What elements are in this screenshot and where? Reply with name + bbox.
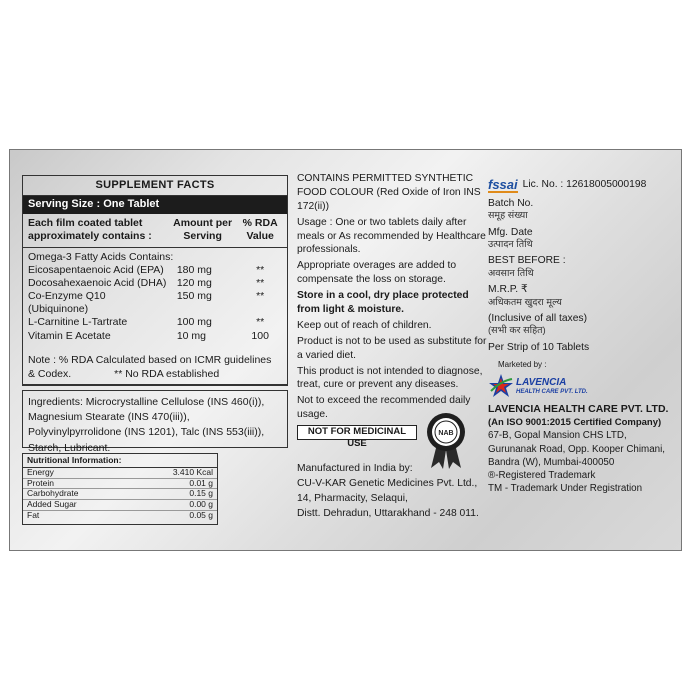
nutrition-table xyxy=(22,453,218,525)
ingredient-amount: 10 mg xyxy=(176,329,207,342)
trademark-note: TM - Trademark Under Registration xyxy=(488,483,643,495)
ingredient-rda: ** xyxy=(256,290,265,303)
ingredient-rda: ** xyxy=(256,316,265,329)
fssai-logo-icon: fssai xyxy=(488,176,518,192)
ingredient-rda xyxy=(238,303,282,316)
table-row xyxy=(23,511,217,521)
inclusive-taxes: (Inclusive of all taxes) xyxy=(488,312,588,324)
mfg-line3: 14, Pharmacity, Selaqui, xyxy=(297,492,408,504)
omega3-group-label: Omega-3 Fatty Acids Contains: xyxy=(28,250,174,263)
nutrient-name: Carbohydrate xyxy=(27,488,79,499)
nutrient-value: 0.00 g xyxy=(189,499,213,510)
header-col2-line2: Serving xyxy=(183,229,222,242)
inclusive-taxes-hindi: (सभी कर सहित) xyxy=(488,325,546,337)
batch-label: Batch No. xyxy=(488,198,534,209)
synthetic-colour-text: CONTAINS PERMITTED SYNTHETIC FOOD COLOUR (Red Oxide of Iron INS 172(ii)) xyxy=(297,173,481,212)
license-number: Lic. No. : 12618005000198 xyxy=(522,179,647,191)
storage-text: Store in a cool, dry place protected from light & moisture. xyxy=(297,290,469,316)
table-row xyxy=(28,264,282,277)
ingredients-box: Ingredients: Microcrystalline Cellulose (INS 460(i)), Magnesium Stearate (INS 470(iii)), Polyvinylpyrrolidone (INS 1201), Talc (INS 553(iii)), Starch, Lubricant. xyxy=(22,390,288,448)
nutrient-name: Energy xyxy=(27,466,54,477)
nutrient-name: Protein xyxy=(27,477,54,488)
ingredient-rda: ** xyxy=(256,263,265,276)
batch-info xyxy=(488,176,678,495)
rda-note-line1: Note : % RDA Calculated based on ICMR guidelines xyxy=(28,354,272,366)
mfg-line2: CU-V-KAR Genetic Medicines Pvt. Ltd., xyxy=(297,477,478,489)
table-row xyxy=(23,468,217,479)
company-name: LAVENCIA HEALTH CARE PVT. LTD. xyxy=(488,403,669,416)
header-col3-line1: % RDA xyxy=(242,216,278,229)
mrp-label: M.R.P. ₹ xyxy=(488,284,528,296)
product-label xyxy=(9,149,682,551)
manufacturer-info xyxy=(297,462,492,522)
ingredient-name: Co-Enzyme Q10 xyxy=(28,290,106,303)
diagnose-disclaimer: This product is not intended to diagnose, treat, cure or prevent any diseases. xyxy=(297,365,483,391)
serving-size: Serving Size : One Tablet xyxy=(23,196,287,214)
nutrient-name: Added Sugar xyxy=(27,499,77,510)
registered-trademark: ®-Registered Trademark xyxy=(488,470,596,481)
nab-seal-text: NAB xyxy=(438,430,454,437)
rda-note-codex: & Codex. xyxy=(28,367,72,380)
batch-label-hindi: समूह संख्या xyxy=(488,210,528,222)
mfg-date-label: Mfg. Date xyxy=(488,226,533,238)
header-col1-line2: approximately contains : xyxy=(28,229,152,242)
nutrient-name: Fat xyxy=(27,509,40,520)
mfg-line1: Manufactured in India by: xyxy=(297,463,413,474)
lavencia-star-icon xyxy=(488,373,514,399)
iso-certification: (An ISO 9001:2015 Certified Company) xyxy=(488,417,662,428)
rda-note xyxy=(22,351,288,386)
nutrient-value: 0.05 g xyxy=(189,509,213,520)
table-row xyxy=(28,330,282,343)
company-address xyxy=(488,429,678,495)
address-line3: Bandra (W), Mumbai-400050 xyxy=(488,456,615,468)
nutrient-value: 0.15 g xyxy=(189,488,213,499)
best-before-label: BEST BEFORE : xyxy=(488,255,566,267)
rda-note-no-rda: ** No RDA established xyxy=(114,367,220,380)
nutrient-value: 0.01 g xyxy=(189,477,213,488)
usage-info xyxy=(297,172,492,424)
usage-text: Usage : One or two tablets daily after meals or As recommended by Healthcare professionals. xyxy=(297,216,486,256)
table-row xyxy=(28,277,282,290)
mrp-label-hindi: अधिकतम खुदरा मूल्य xyxy=(488,296,562,308)
ingredient-amount: 150 mg xyxy=(176,290,212,303)
supplement-facts-title: SUPPLEMENT FACTS xyxy=(23,176,287,196)
daily-usage-warning: Not to exceed the recommended daily usage. xyxy=(297,395,471,421)
ingredient-name: Vitamin E Acetate xyxy=(28,329,111,342)
ingredient-name: L-Carnitine L-Tartrate xyxy=(28,316,128,329)
marketed-by: Marketed by : xyxy=(498,359,547,369)
supplement-header xyxy=(23,214,287,248)
header-col1-line1: Each film coated tablet xyxy=(28,216,143,229)
ingredient-amount: 120 mg xyxy=(176,277,212,289)
table-row xyxy=(28,316,282,329)
ingredient-rda: 100 xyxy=(251,329,269,342)
strip-info: Per Strip of 10 Tablets xyxy=(488,341,590,353)
best-before-label-hindi: अवसान तिथि xyxy=(488,267,534,279)
nutrition-title: Nutritional Information: xyxy=(23,454,217,468)
supplement-rows xyxy=(23,248,287,343)
ingredient-amount xyxy=(177,303,239,316)
substitute-warning: Product is not to be used as substitute for a varied diet. xyxy=(297,335,487,361)
lavencia-logo xyxy=(488,372,678,400)
ingredient-name: Eicosapentaenoic Acid (EPA) xyxy=(28,263,164,276)
header-col2-line1: Amount per xyxy=(173,216,233,229)
not-for-medicinal-use-badge: NOT FOR MEDICINAL USE xyxy=(297,425,417,440)
ingredient-name: (Ubiquinone) xyxy=(28,303,89,316)
logo-name: LAVENCIA xyxy=(516,376,567,388)
address-line2: Gurunanak Road, Opp. Kooper Chimani, xyxy=(488,443,665,455)
table-row xyxy=(23,500,217,511)
overages-text: Appropriate overages are added to compensate the loss on storage. xyxy=(297,260,457,286)
table-row xyxy=(28,303,282,316)
ingredient-rda: ** xyxy=(256,277,265,289)
ingredient-amount: 180 mg xyxy=(176,263,212,276)
table-row xyxy=(28,290,282,303)
fssai-row xyxy=(488,176,678,194)
children-warning: Keep out of reach of children. xyxy=(297,319,432,331)
nutrient-value: 3.410 Kcal xyxy=(172,466,213,477)
mfg-line4: Distt. Dehradun, Uttarakhand - 248 011. xyxy=(297,507,479,519)
header-col3-line2: Value xyxy=(246,229,274,242)
ingredient-name: Docosahexaenoic Acid (DHA) xyxy=(28,277,167,289)
ingredient-amount: 100 mg xyxy=(176,316,212,329)
logo-subtitle: HEALTH CARE PVT. LTD. xyxy=(516,388,588,395)
address-line1: 67-B, Gopal Mansion CHS LTD, xyxy=(488,430,627,442)
mfg-date-label-hindi: उत्पादन तिथि xyxy=(488,239,533,251)
